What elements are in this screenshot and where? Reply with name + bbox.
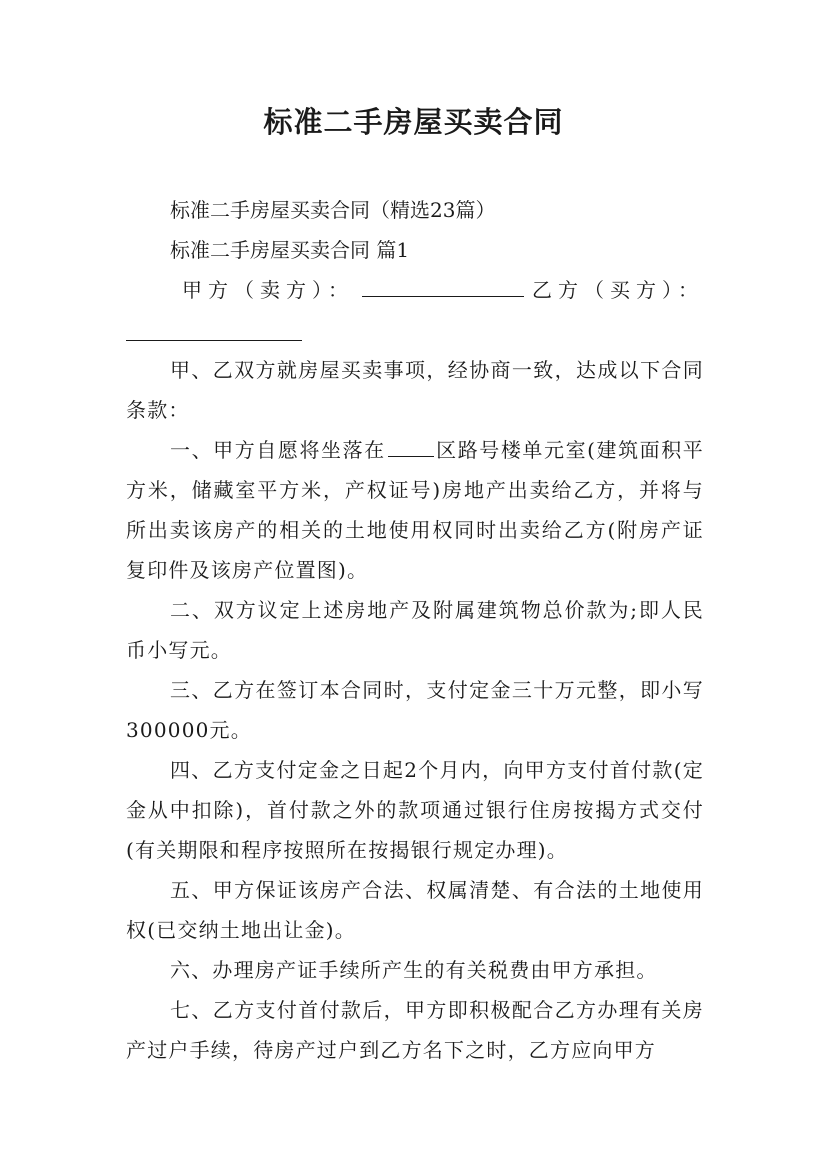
clause-6: 六、办理房产证手续所产生的有关税费由甲方承担。: [170, 958, 658, 982]
parties-row: [126, 270, 704, 310]
document-subtitle: 标准二手房屋买卖合同（精选23篇）: [170, 198, 496, 222]
clause-1: [126, 430, 704, 590]
clause-3: 三、乙方在签订本合同时，支付定金三十万元整，即小写300000元。: [126, 678, 704, 742]
clause-4: 四、乙方支付定金之日起2个月内，向甲方支付首付款(定金从中扣除)，首付款之外的款项通过银行住房按揭方式交付(有关期限和程序按照所在按揭银行规定办理)。: [126, 758, 704, 862]
party-a-blank: [362, 272, 524, 297]
section-heading: 标准二手房屋买卖合同 篇1: [170, 238, 410, 262]
intro-paragraph: 甲、乙双方就房屋买卖事项，经协商一致，达成以下合同条款：: [126, 358, 704, 422]
clause-1-after-blank: 区路号楼单元室(建筑面积平方米，储藏室平方米，产权证号)房地产出卖给乙方，并将与所出卖该房产的相关的土地使用权同时出卖给乙方(附房产证复印件及该房产位置图)。: [126, 438, 705, 582]
location-blank: [388, 434, 434, 457]
party-a-label: 甲方（卖方）：: [182, 278, 354, 302]
party-b-label: 乙方（买方）：: [532, 278, 704, 302]
clause-5: 五、甲方保证该房产合法、权属清楚、有合法的土地使用权(已交纳土地出让金)。: [126, 878, 704, 942]
clause-1-before-blank: 一、甲方自愿将坐落在: [170, 438, 386, 462]
party-b-blank-line: [126, 310, 704, 350]
document-title: 标准二手房屋买卖合同: [263, 105, 564, 139]
clause-2: 二、双方议定上述房地产及附属建筑物总价款为;即人民币小写元。: [126, 598, 704, 662]
document-body: [126, 190, 704, 1070]
party-b-blank: [126, 316, 302, 341]
clause-7: 七、乙方支付首付款后，甲方即积极配合乙方办理有关房产过户手续，待房产过户到乙方名下之时，乙方应向甲方: [126, 998, 704, 1062]
